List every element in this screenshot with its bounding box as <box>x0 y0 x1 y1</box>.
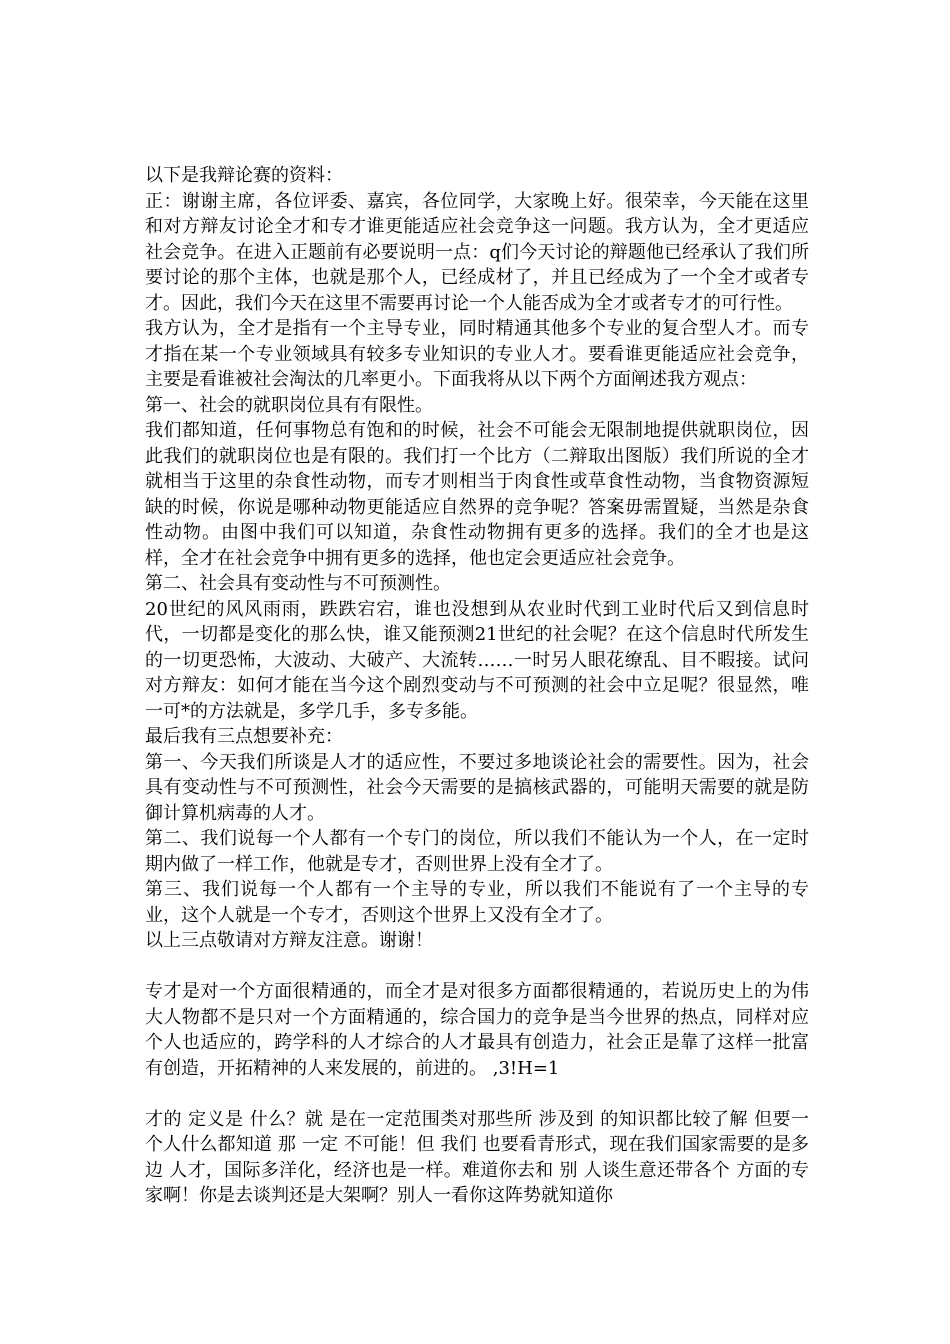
specialist-vs-generalist-paragraph: 专才是对一个方面很精通的，而全才是对很多方面都很精通的，若说历史上的为伟大人物都不是只对一个方面精通的，综合国力的竞争是当今世界的热点，同样对应个人也适应的，跨学科的人才综合的人才最具有创造力，社会正是靠了这样一批富有创造，开拓精神的人来发展的，前进的。 ,3!H=1 <box>145 981 809 1079</box>
supplement-item-three: 第三、我们说每一个人都有一个主导的专业，所以我们不能说有了一个主导的专业，这个人就是一个专才，否则这个世界上又没有全才了。 <box>145 879 809 926</box>
point-one-body: 我们都知道，任何事物总有饱和的时候，社会不可能会无限制地提供就职岗位，因此我们的就职岗位也是有限的。我们打一个比方（二辩取出图版）我们所说的全才就相当于这里的杂食性动物，而专才则相当于肉食性或草食性动物，当食物资源短缺的时候，你说是哪种动物更能适应自然界的竞争呢？答案毋需置疑，当然是杂食性动物。由图中我们可以知道，杂食性动物拥有更多的选择。我们的全才也是这样，全才在社会竞争中拥有更多的选择，他也定会更适应社会竞争。 <box>145 420 809 569</box>
supplement-item-two: 第二、我们说每一个人都有一个专门的岗位，所以我们不能认为一个人，在一定时期内做了一样工作，他就是专才，否则世界上没有全才了。 <box>145 828 809 875</box>
definition-paragraph: 我方认为，全才是指有一个主导专业，同时精通其他多个专业的复合型人才。而专才指在某一个专业领域具有较多专业知识的专业人才。要看谁更能适应社会竞争，主要是看谁被社会淘汰的几率更小。下面我将从以下两个方面阐述我方观点： <box>145 318 809 390</box>
supplement-heading: 最后我有三点想要补充： <box>145 726 343 747</box>
intro-line: 以下是我辩论赛的资料： <box>145 165 343 186</box>
document-page <box>145 163 809 1209</box>
closing-line: 以上三点敬请对方辩友注意。谢谢！ <box>145 930 433 951</box>
point-two-body: 20世纪的风风雨雨，跌跌宕宕，谁也没想到从农业时代到工业时代后又到信息时代，一切都是变化的那么快，谁又能预测21世纪的社会呢？在这个信息时代所发生的一切更恐怖，大波动、大破产、大流转……一时另人眼花缭乱、目不暇接。试问对方辩友：如何才能在当今这个剧烈变动与不可预测的社会中立足呢？很显然，唯一可*的方法就是，多学几手，多专多能。 <box>145 598 809 722</box>
talent-definition-paragraph: 才的 定义是 什么？就 是在一定范围类对那些所 涉及到 的知识都比较了解 但要一个人什么都知道 那 一定 不可能！但 我们 也要看青形式，现在我们国家需要的是多边 人才，国际多洋化，经济也是一样。难道你去和 别 人谈生意还带各个 方面的专家啊！你是去谈判还是大架啊？别人一看你这阵势就知道你 <box>145 1108 809 1206</box>
opening-statement-paragraph: 正：谢谢主席，各位评委、嘉宾，各位同学，大家晚上好。很荣幸，今天能在这里和对方辩友讨论全才和专才谁更能适应社会竞争这一问题。我方认为，全才更适应社会竞争。在进入正题前有必要说明一点：q们今天讨论的辩题他已经承认了我们所要讨论的那个主体，也就是那个人，已经成材了，并且已经成为了一个全才或者专才。因此，我们今天在这里不需要再讨论一个人能否成为全才或者专才的可行性。 <box>145 190 809 314</box>
blank-line <box>145 954 809 980</box>
point-two-heading: 第二、社会具有变动性与不可预测性。 <box>145 573 451 594</box>
blank-line <box>145 1081 809 1107</box>
supplement-item-one: 第一、今天我们所谈是人才的适应性，不要过多地谈论社会的需要性。因为，社会具有变动性与不可预测性，社会今天需要的是搞核武器的，可能明天需要的就是防御计算机病毒的人才。 <box>145 751 809 824</box>
point-one-heading: 第一、社会的就职岗位具有有限性。 <box>145 394 433 416</box>
